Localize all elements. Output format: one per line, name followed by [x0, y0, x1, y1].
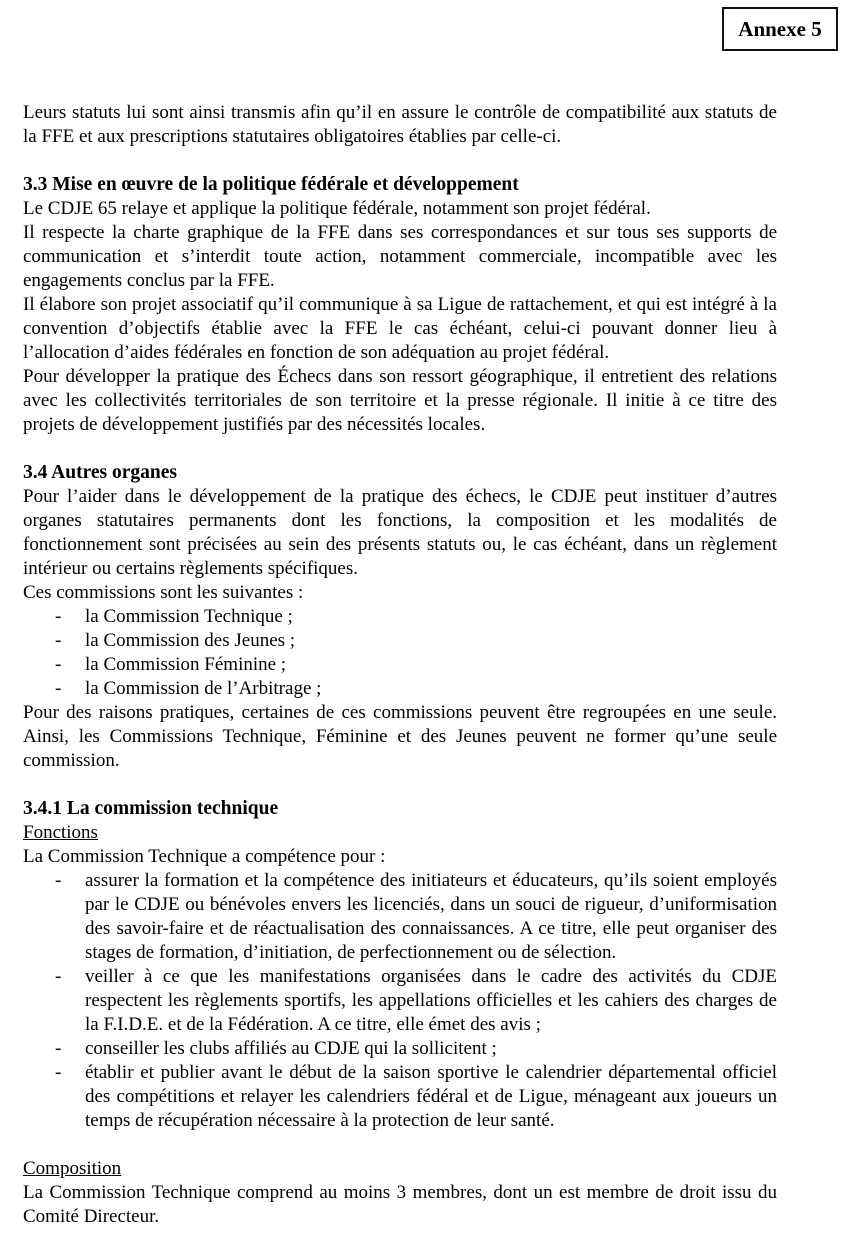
fonctions-list	[23, 869, 777, 1133]
dash-bullet: -	[55, 966, 62, 987]
list-item-label: la Commission de l’Arbitrage ;	[85, 678, 322, 699]
dash-bullet: -	[55, 606, 62, 627]
dash-bullet: -	[55, 654, 62, 675]
list-item	[23, 965, 777, 1037]
paragraph-34-3: Pour des raisons pratiques, certaines de ces commissions peuvent être regroupées en une seule. Ainsi, les Commissions Technique, Féminine et des Jeunes peuvent ne former qu’une seule commission.	[23, 702, 777, 771]
list-item-label: la Commission des Jeunes ;	[85, 630, 296, 651]
dash-bullet: -	[55, 1062, 62, 1083]
list-item-label: la Commission Féminine ;	[85, 654, 287, 675]
list-item	[23, 677, 777, 701]
paragraph-intro: Leurs statuts lui sont ainsi transmis afin qu’il en assure le contrôle de compatibilité aux statuts de la FFE et aux prescriptions statutaires obligatoires établies par celle-ci.	[23, 102, 777, 147]
annexe-label: Annexe 5	[738, 16, 822, 41]
list-item-label: la Commission Technique ;	[85, 606, 293, 627]
list-item	[23, 1061, 777, 1133]
paragraph-34-2: Ces commissions sont les suivantes :	[23, 582, 304, 603]
paragraph-33-1: Le CDJE 65 relaye et applique la politique fédérale, notamment son projet fédéral.	[23, 198, 651, 219]
paragraph-34-1: Pour l’aider dans le développement de la pratique des échecs, le CDJE peut instituer d’autres organes statutaires permanents dont les fonctions, la composition et les modalités de fonctionnement sont précisées au sein des présents statuts ou, le cas échéant, dans un règlement intérieur ou certains règlements spécifiques.	[23, 486, 777, 579]
list-item-label: veiller à ce que les manifestations organisées dans le cadre des activités du CDJE respectent les règlements sportifs, les appellations officielles et les cahiers des charges de la F.I.D.E. et de la Fédération. A ce titre, elle émet des avis ;	[85, 966, 777, 1035]
commission-list	[23, 605, 777, 701]
annexe-box	[722, 7, 838, 51]
list-item	[23, 629, 777, 653]
list-item	[23, 653, 777, 677]
dash-bullet: -	[55, 630, 62, 651]
list-item-label: établir et publier avant le début de la saison sportive le calendrier départemental officiel des compétitions et relayer les calendriers fédéral et de Ligue, ménageant aux joueurs un temps de récupération nécessaire à la protection de leur santé.	[85, 1062, 777, 1131]
heading-3-3: 3.3 Mise en œuvre de la politique fédérale et développement	[23, 174, 519, 195]
list-item	[23, 605, 777, 629]
list-item	[23, 1037, 777, 1061]
paragraph-33-4: Pour développer la pratique des Échecs dans son ressort géographique, il entretient des relations avec les collectivités territoriales de son territoire et la presse régionale. Il initie à ce titre des projets de développement justifiés par des nécessités locales.	[23, 366, 777, 435]
dash-bullet: -	[55, 678, 62, 699]
document-content	[23, 101, 777, 1229]
list-item	[23, 869, 777, 965]
list-item-label: conseiller les clubs affiliés au CDJE qui la sollicitent ;	[85, 1038, 497, 1059]
paragraph-33-3: Il élabore son projet associatif qu’il communique à sa Ligue de rattachement, et qui est intégré à la convention d’objectifs établie avec la FFE le cas échéant, celui-ci pouvant donner lieu à l’allocation d’aides fédérales en fonction de son adéquation au projet fédéral.	[23, 294, 777, 363]
list-item-label: assurer la formation et la compétence des initiateurs et éducateurs, qu’ils soient employés par le CDJE ou bénévoles envers les licenciés, dans un souci de rigueur, d’uniformisation des savoir-faire et de réactualisation des connaissances. A ce titre, elle peut organiser des stages de formation, d’initiation, de perfectionnement ou de sélection.	[85, 870, 777, 963]
composition-label: Composition	[23, 1158, 122, 1179]
composition-text: La Commission Technique comprend au moins 3 membres, dont un est membre de droit issu du Comité Directeur.	[23, 1182, 777, 1227]
fonctions-label: Fonctions	[23, 822, 98, 843]
paragraph-33-2: Il respecte la charte graphique de la FFE dans ses correspondances et sur tous ses supports de communication et s’interdit toute action, notamment commerciale, incompatible avec les engagements conclus par la FFE.	[23, 222, 777, 291]
paragraph-341-intro: La Commission Technique a compétence pour :	[23, 846, 386, 867]
heading-3-4-1: 3.4.1 La commission technique	[23, 798, 279, 819]
heading-3-4: 3.4 Autres organes	[23, 462, 178, 483]
dash-bullet: -	[55, 1038, 62, 1059]
dash-bullet: -	[55, 870, 62, 891]
